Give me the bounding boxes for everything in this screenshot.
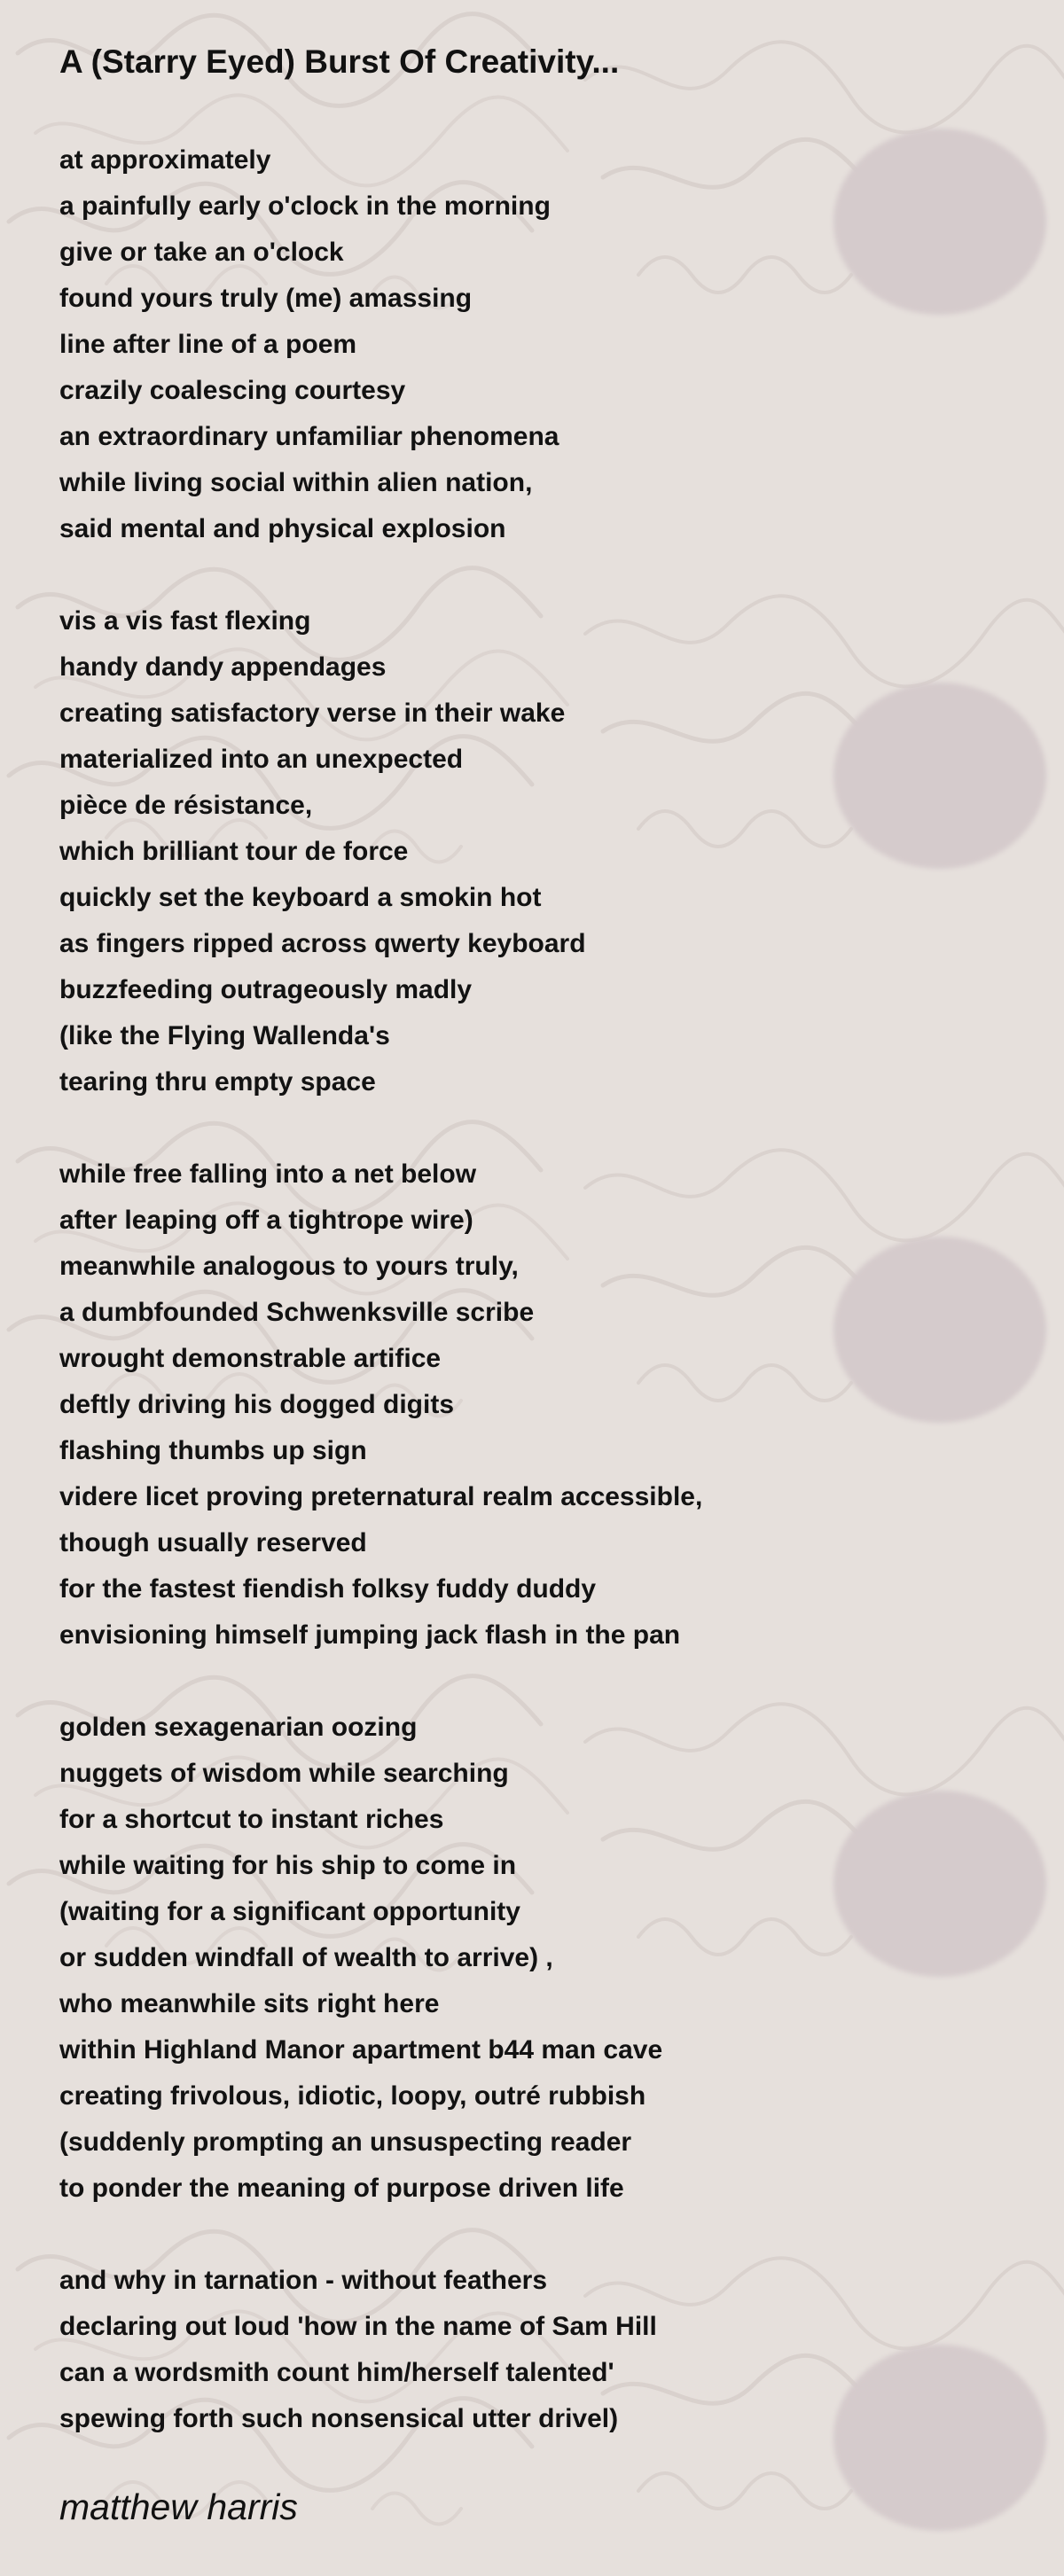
poem-line: quickly set the keyboard a smokin hot bbox=[59, 883, 542, 912]
poem-line: a painfully early o'clock in the morning bbox=[59, 191, 551, 221]
poem-body bbox=[59, 137, 702, 2488]
poem-line: who meanwhile sits right here bbox=[59, 1989, 440, 2018]
poem-stanza bbox=[59, 137, 702, 552]
poem-line: give or take an o'clock bbox=[59, 238, 344, 267]
poem-line: while waiting for his ship to come in bbox=[59, 1851, 517, 1880]
poem-line: line after line of a poem bbox=[59, 330, 357, 359]
poem-line: spewing forth such nonsensical utter drivel) bbox=[59, 2404, 619, 2433]
poem-line: wrought demonstrable artifice bbox=[59, 1344, 442, 1373]
poem-line: a dumbfounded Schwenksville scribe bbox=[59, 1298, 535, 1327]
poem-stanza bbox=[59, 1151, 702, 1659]
poem-line: deftly driving his dogged digits bbox=[59, 1390, 455, 1419]
poem-line: flashing thumbs up sign bbox=[59, 1436, 367, 1465]
poem-line: as fingers ripped across qwerty keyboard bbox=[59, 929, 586, 958]
poem-line: (suddenly prompting an unsuspecting reader bbox=[59, 2127, 632, 2157]
poem-line: materialized into an unexpected bbox=[59, 745, 464, 774]
poem-line: for the fastest fiendish folksy fuddy duddy bbox=[59, 1574, 597, 1604]
poem-line: found yours truly (me) amassing bbox=[59, 284, 473, 313]
poem-stanza bbox=[59, 1705, 702, 2212]
poem-line: declaring out loud 'how in the name of Sam Hill bbox=[59, 2312, 657, 2341]
poem-line: and why in tarnation - without feathers bbox=[59, 2266, 548, 2295]
poem-line: while living social within alien nation, bbox=[59, 468, 533, 497]
poem-line: can a wordsmith count him/herself talented' bbox=[59, 2358, 614, 2387]
poem-line: videre licet proving preternatural realm accessible, bbox=[59, 1482, 703, 1511]
poem-line: crazily coalescing courtesy bbox=[59, 376, 406, 405]
poem-line: tearing thru empty space bbox=[59, 1067, 376, 1097]
poem-line: to ponder the meaning of purpose driven life bbox=[59, 2174, 624, 2203]
poem-line: which brilliant tour de force bbox=[59, 837, 409, 866]
poem-line: golden sexagenarian oozing bbox=[59, 1713, 418, 1742]
poem-line: an extraordinary unfamiliar phenomena bbox=[59, 422, 559, 451]
poem-stanza bbox=[59, 598, 702, 1105]
poem-author: matthew harris bbox=[59, 2486, 298, 2527]
poem-line: though usually reserved bbox=[59, 1528, 367, 1557]
poem-line: envisioning himself jumping jack flash in the pan bbox=[59, 1620, 681, 1650]
poem-line: while free falling into a net below bbox=[59, 1159, 477, 1189]
poem-title: A (Starry Eyed) Burst Of Creativity... bbox=[59, 43, 620, 80]
poem-stanza bbox=[59, 2258, 702, 2442]
poem-line: handy dandy appendages bbox=[59, 652, 387, 682]
poem-line: at approximately bbox=[59, 145, 271, 175]
poem-line: vis a vis fast flexing bbox=[59, 606, 311, 636]
poem-line: after leaping off a tightrope wire) bbox=[59, 1206, 473, 1235]
poem-line: said mental and physical explosion bbox=[59, 514, 506, 543]
poem-line: (like the Flying Wallenda's bbox=[59, 1021, 390, 1050]
poem-line: meanwhile analogous to yours truly, bbox=[59, 1252, 519, 1281]
poem-line: buzzfeeding outrageously madly bbox=[59, 975, 473, 1004]
poem-line: (waiting for a significant opportunity bbox=[59, 1897, 520, 1926]
poem-line: nuggets of wisdom while searching bbox=[59, 1759, 509, 1788]
poem-line: pièce de résistance, bbox=[59, 791, 313, 820]
poem-line: or sudden windfall of wealth to arrive) , bbox=[59, 1943, 553, 1972]
poem-line: creating frivolous, idiotic, loopy, outré rubbish bbox=[59, 2081, 646, 2111]
poem-line: creating satisfactory verse in their wake bbox=[59, 699, 566, 728]
poem-line: for a shortcut to instant riches bbox=[59, 1805, 444, 1834]
poem-line: within Highland Manor apartment b44 man cave bbox=[59, 2035, 663, 2065]
